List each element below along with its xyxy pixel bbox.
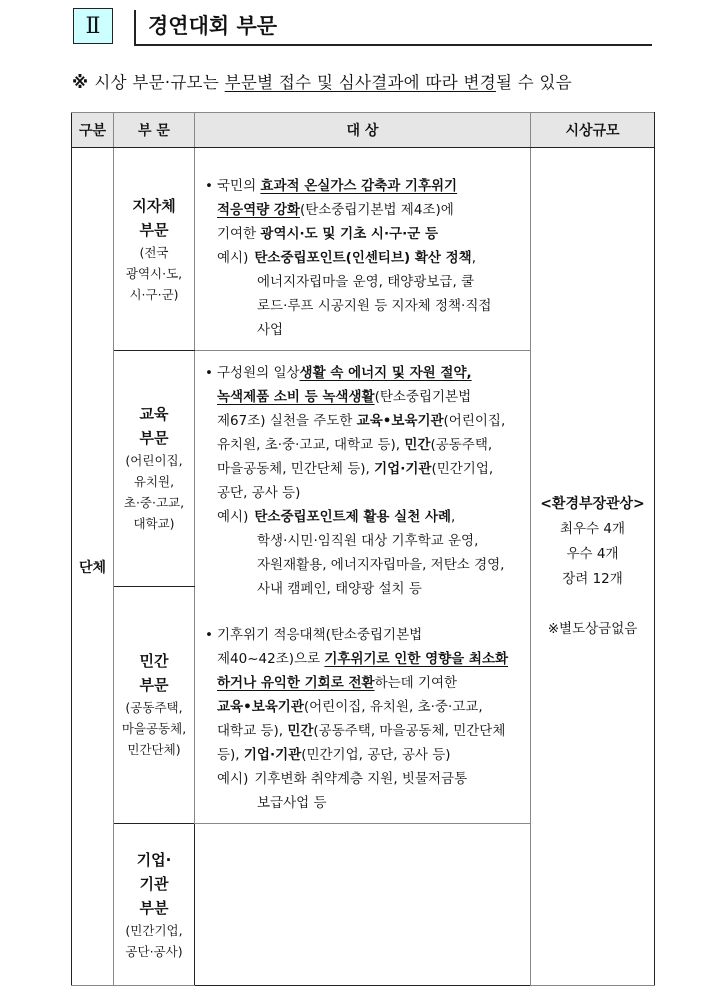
example-line: 사업 [257,322,284,338]
section-divider-horizontal [134,44,652,46]
table-header-row [72,113,655,148]
target-line: • 기후위기 적응대책(탄소중립기본법 [203,623,522,647]
example-line: 자원재활용, 에너지자립마을, 저탄소 경영, [257,557,505,573]
category-name: 민간 [139,652,169,671]
group-label: 단체 [78,559,107,576]
target-line: 제67조) 실천을 주도한 교육•보육기관(어린이집, [217,413,506,429]
category-cell-private [114,586,195,823]
category-name: 기업· [136,850,172,869]
target-line: 교육•보육기관(어린이집, 유치원, 초·중·고교, [217,699,483,715]
category-cell-local-gov [114,148,195,351]
header-category: 부 문 [114,113,195,148]
header-target: 대 상 [195,113,531,148]
target-line: 대학교 등), 민간(공동주택, 마을공동체, 민간단체 [217,723,506,739]
target-line: 공단, 공사 등) [217,485,301,501]
notice-prefix: 시상 부문·규모는 [94,73,225,92]
prize-note: ※별도상금없음 [547,620,638,637]
category-sub: 대학교) [133,516,175,532]
example-line: 에너지자립마을 운영, 태양광보급, 쿨 [257,274,475,290]
category-name: 부문 [139,676,169,695]
header-group: 구분 [72,113,114,148]
category-name: 부문 [139,429,169,448]
group-cell [72,148,114,986]
prize-line: 최우수 4개 [559,520,626,537]
section-number: Ⅱ [85,13,101,39]
target-line: 적응역량 강화(탄소중립기본법 제4조)에 [217,202,454,218]
example-line: 예시) 기후변화 취약계층 지원, 빗물저금통 [217,771,468,787]
example-line: 보급사업 등 [257,795,327,811]
prize-line: 우수 4개 [566,545,619,562]
category-sub: 민간단체) [127,742,181,758]
target-line: 제40~42조)으로 기후위기로 인한 영향을 최소화 [217,651,509,667]
target-line: 등), 기업·기관(민간기업, 공단, 공사 등) [217,747,451,763]
target-line: 녹색제품 소비 등 녹색생활(탄소중립기본법 [217,389,472,405]
category-sub: (어린이집, [125,453,183,469]
category-name: 부분 [139,898,169,917]
category-sub: 유치원, [133,474,175,490]
target-line: 마을공동체, 민간단체 등), 기업·기관(민간기업, [217,461,494,477]
category-sub: (민간기업, [125,922,183,938]
category-cell-enterprise [114,824,195,986]
category-name: 교육 [139,405,169,424]
category-sub: 초·중·고교, [123,495,185,511]
section-number-box [73,8,113,44]
category-name: 기관 [139,874,169,893]
section-title: 경연대회 부문 [148,14,278,38]
target-line: 유치원, 초·중·고교, 대학교 등), 민간(공동주택, [217,437,493,453]
target-cell-local-gov [195,148,531,351]
notice-line [72,69,572,93]
category-sub: 마을공동체, [121,721,187,737]
prize-title: <환경부장관상> [540,495,645,512]
category-sub: 공단·공사) [125,943,183,959]
category-sub: (전국 [139,244,169,260]
prize-line: 장려 12개 [562,570,623,587]
category-name: 부문 [139,220,169,239]
award-table [71,112,655,986]
category-cell-education [114,351,195,587]
category-name: 지자체 [132,196,176,215]
example-line: 사내 캠페인, 태양광 설치 등 [257,581,422,597]
example-line: 학생·시민·임직원 대상 기후학교 운영, [257,533,479,549]
notice-suffix: 될 수 있음 [495,73,573,92]
target-line: 기여한 광역시·도 및 기초 시·구·군 등 [217,226,439,242]
target-line: 하거나 유익한 기회로 전환하는데 기여한 [217,675,458,691]
table-row [72,148,655,351]
section-divider-vertical [134,10,136,46]
category-sub: (공동주택, [125,700,183,716]
prize-cell [531,148,655,986]
example-line: 로드·루프 시공지원 등 지자체 정책·직접 [257,298,492,314]
header-prize: 시상규모 [531,113,655,148]
category-sub: 시·구·군) [129,286,179,302]
reference-mark-icon: ※ [72,73,89,92]
target-cell-education-private [195,351,531,824]
target-line: • 구성원의 일상생활 속 에너지 및 자원 절약, [203,361,522,385]
example-line: 예시) 탄소중립포인트제 활용 실천 사례, [217,509,456,525]
target-line: • 국민의 효과적 온실가스 감축과 기후위기 [203,174,522,198]
notice-underlined: 부문별 접수 및 심사결과에 따라 변경 [224,73,496,92]
example-line: 예시) 탄소중립포인트(인센티브) 확산 정책, [217,250,477,266]
category-sub: 광역시·도, [125,265,183,281]
